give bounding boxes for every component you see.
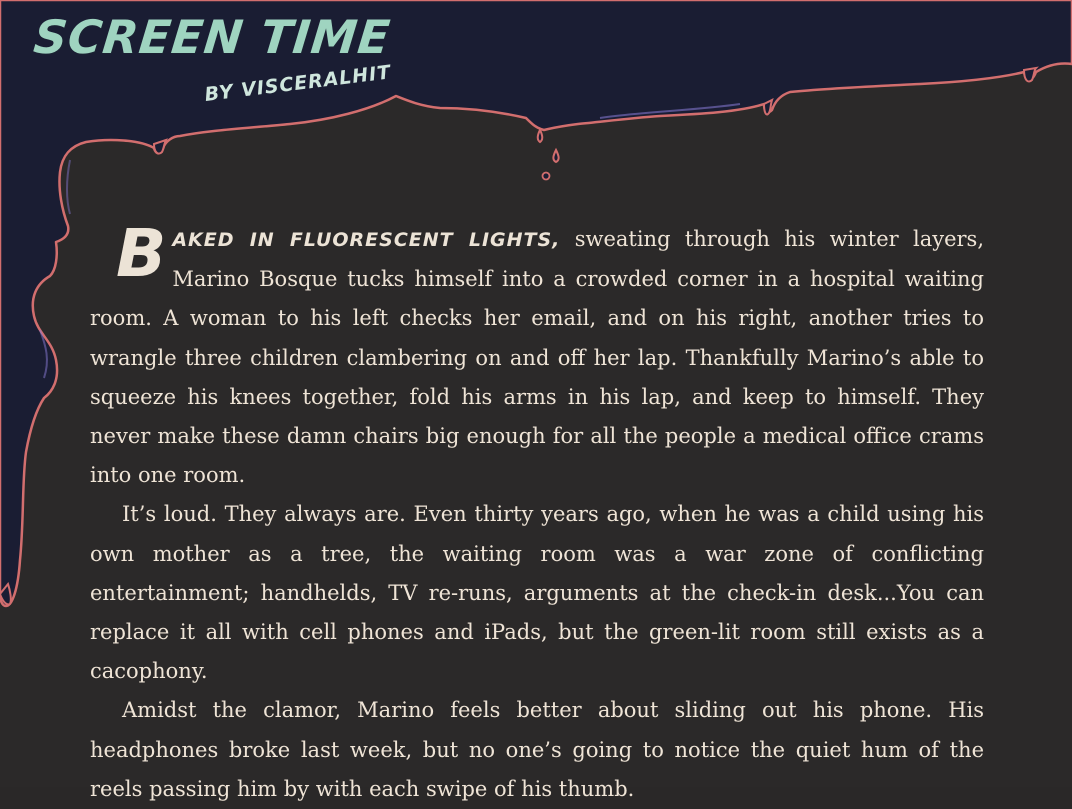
goo-drop bbox=[538, 130, 543, 142]
drop-cap: B bbox=[116, 215, 167, 292]
story-body bbox=[90, 215, 984, 809]
paragraph-text: sweating through his winter layers, Marino Bosque tucks himself into a crowded corner in a hospital waiting room. A woman to his left checks her email, and on his right, another tries to wrangle three children clambering on and off her lap. Thankfully Marino’s able to squeeze his knees together, fold his arms in his lap, and keep to himself. They never make these damn chairs big enough for all the people a medical office crams into one room. bbox=[90, 227, 984, 488]
goo-highlight bbox=[67, 160, 70, 214]
goo-drip bbox=[1024, 68, 1036, 82]
author-byline: BY VISCERALHIT bbox=[203, 61, 393, 106]
story-paragraph bbox=[90, 215, 984, 495]
story-title: SCREEN TIME bbox=[31, 10, 394, 64]
goo-drop bbox=[543, 173, 550, 180]
goo-drop bbox=[553, 150, 558, 162]
lead-in-caps: AKED IN FLUORESCENT LIGHTS, bbox=[172, 229, 561, 251]
story-paragraph: Amidst the clamor, Marino feels better about sliding out his phone. His headphones broke last week, but no one’s going to notice the quiet hum of the reels passing him by with each swipe of his thumb. bbox=[90, 698, 984, 801]
story-paragraph: It’s loud. They always are. Even thirty years ago, when he was a child using his own mother as a tree, the waiting room was a war zone of conflicting entertainment; handhelds, TV re-runs, arguments at the check-in desk...You can replace it all with cell phones and iPads, but the green-lit room still exists as a cacophony. bbox=[90, 502, 984, 684]
